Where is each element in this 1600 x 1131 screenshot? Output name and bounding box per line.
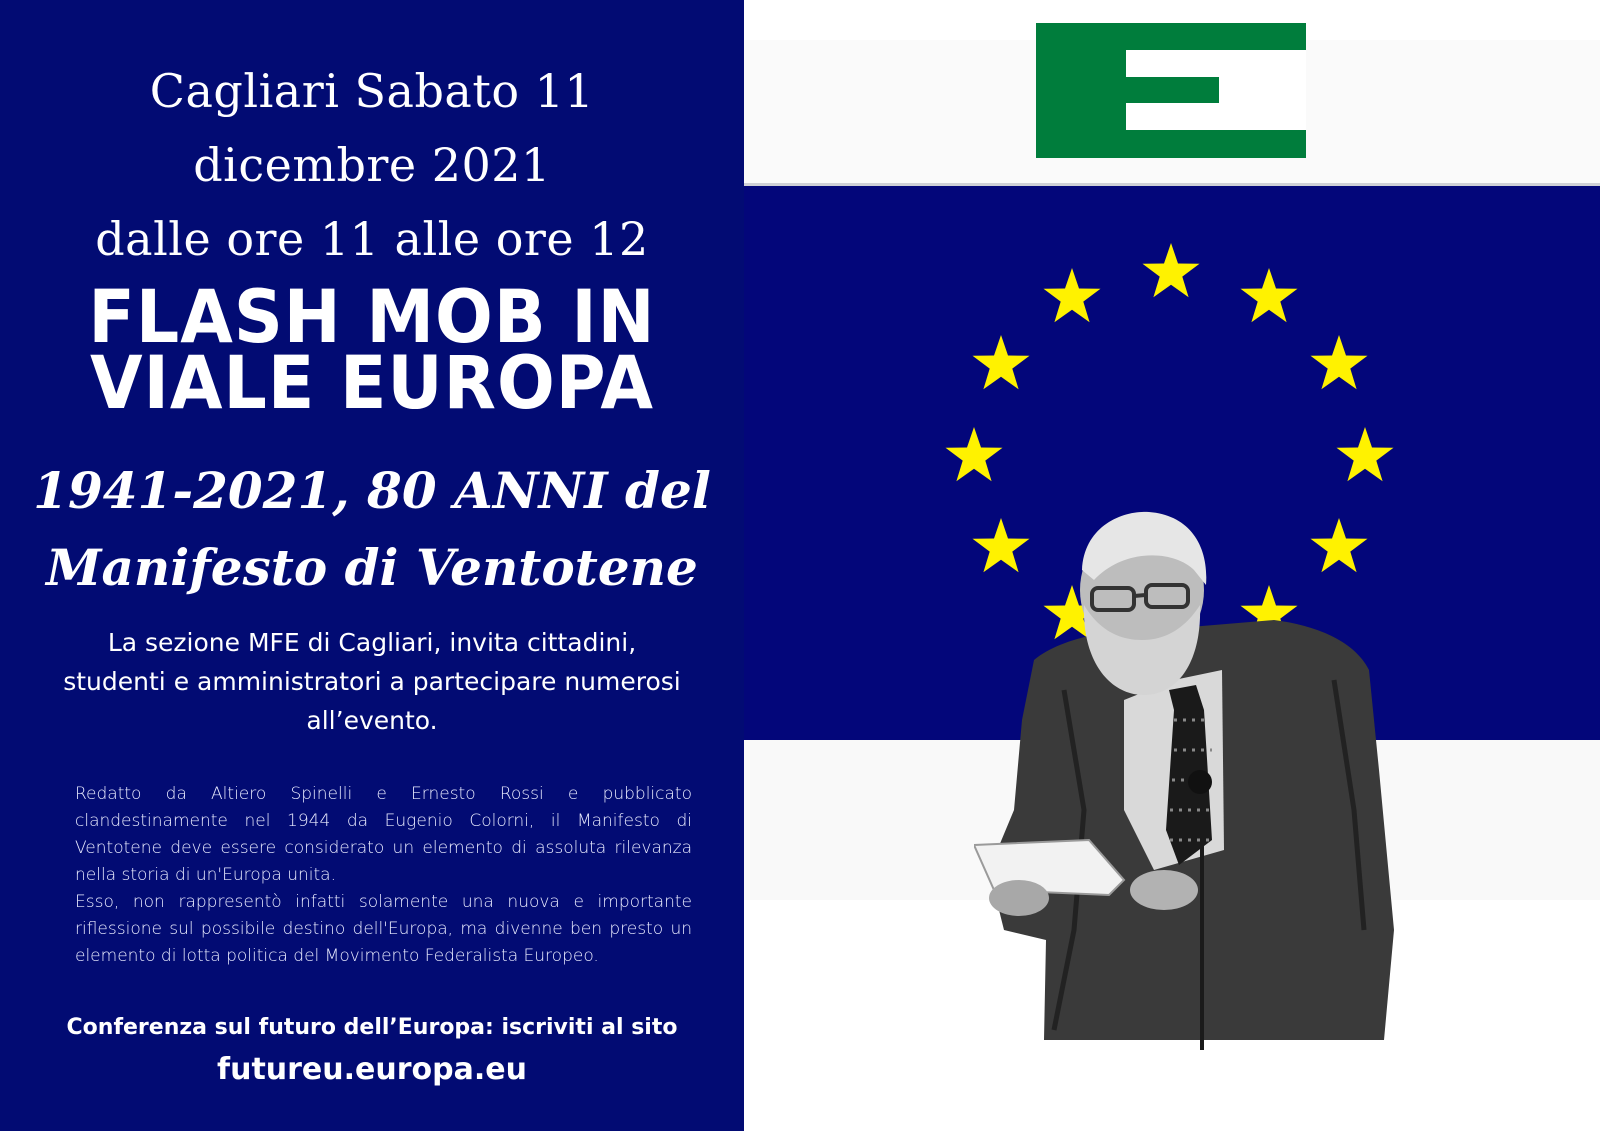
subheading — [0, 452, 744, 606]
star-icon — [1311, 335, 1368, 389]
left-panel — [0, 0, 744, 1131]
speaker-portrait-icon — [974, 510, 1414, 1050]
star-icon — [1143, 243, 1200, 297]
star-icon — [1241, 268, 1298, 322]
event-date — [0, 54, 744, 276]
star-icon — [1044, 268, 1101, 322]
manifesto-description — [75, 781, 692, 970]
subhead-line-1: 1941-2021, 80 ANNI del — [33, 461, 711, 520]
mfe-logo-icon — [1036, 23, 1306, 158]
description-paragraph-2: Esso, non rappresentò infatti solamente una nuova e importante riflessione sul possibile destino dell'Europa, ma divenne ben presto un elemento di lotta politica del Movimento Federalista Europeo. — [75, 892, 692, 966]
headline-line-2: VIALE EUROPA — [89, 340, 655, 427]
website-link[interactable]: futureu.europa.eu — [217, 1052, 527, 1087]
date-line-2: dicembre 2021 — [193, 138, 551, 192]
headline — [0, 274, 744, 427]
star-icon — [946, 427, 1003, 481]
star-icon — [1337, 427, 1394, 481]
description-paragraph-1: Redatto da Altiero Spinelli e Ernesto Rossi e pubblicato clandestinamente nel 1944 da Eugenio Colorni, il Manifesto di Ventotene deve essere considerato un elemento di assoluta rilevanza nella storia di un'Europa unita. — [75, 784, 692, 885]
headline-line-1: FLASH MOB IN — [88, 274, 656, 361]
invitation-text: La sezione MFE di Cagliari, invita cittadini, studenti e amministratori a partecipare numerosi all’evento. — [63, 628, 681, 735]
subhead-line-2: Manifesto di Ventotene — [46, 538, 698, 597]
star-icon — [973, 335, 1030, 389]
date-line-1: Cagliari Sabato 11 — [149, 64, 595, 118]
conference-text: Conferenza sul futuro dell’Europa: iscriviti al sito — [66, 1015, 678, 1040]
date-line-3: dalle ore 11 alle ore 12 — [95, 212, 649, 266]
right-panel — [744, 0, 1600, 1131]
